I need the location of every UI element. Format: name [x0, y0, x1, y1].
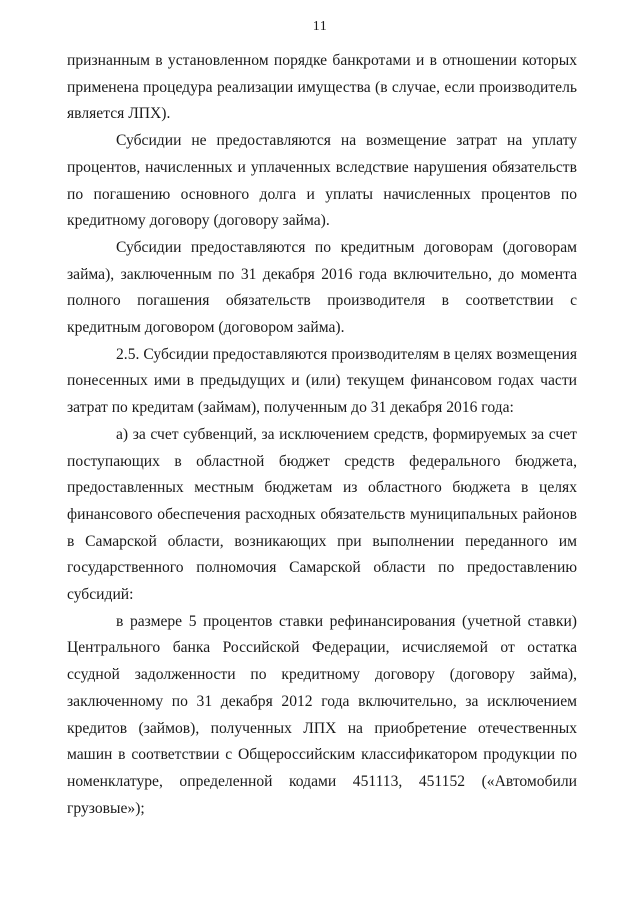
paragraph-rate-5-percent: в размере 5 процентов ставки рефинансирования (учетной ставки) Центрального банка Российской Федерации, исчисляемой от остатка ссудной задолженности по кредитному договору (договору займа), заключенному по 31 декабря 2012 года включительно, за исключением кредитов (займов), полученных ЛПХ на приобретение отечественных машин в соответствии с Общероссийским классификатором продукции по номенклатуре, определенной кодами 451113, 451152 («Автомобили грузовые»); — [67, 612, 577, 817]
page-number: 11 — [312, 19, 328, 34]
paragraph-section-2-5: 2.5. Субсидии предоставляются производителям в целях возмещения понесенных ими в предыдущих и (или) текущем финансовом годах части затрат по кредитам (займам), полученным до 31 декабря 2016 года: — [67, 345, 577, 417]
paragraph-no-subsidy-penalty-interest: Субсидии не предоставляются на возмещение затрат на уплату процентов, начисленных и уплаченных вследствие нарушения обязательств по погашению основного долга и уплаты начисленных процентов по кредитному договору (договору займа). — [67, 132, 577, 230]
document-body — [67, 48, 577, 822]
paragraph-loan-agreements-2016: Субсидии предоставляются по кредитным договорам (договорам займа), заключенным по 31 декабря 2016 года включительно, до момента полного погашения обязательств производителя в соответствии с кредитным договором (договором займа). — [67, 238, 577, 337]
paragraph-item-a: а) за счет субвенций, за исключением средств, формируемых за счет поступающих в областной бюджет средств федерального бюджета, предоставленных местным бюджетам из областного бюджета в целях финансового обеспечения расходных обязательств муниципальных районов в Самарской области, возникающих при выполнении переданного им государственного полномочия Самарской области по предоставлению субсидий: — [67, 425, 577, 604]
paragraph-continuation: признанным в установленном порядке банкротами и в отношении которых применена процедура реализации имущества (в случае, если производитель является ЛПХ). — [67, 52, 577, 123]
